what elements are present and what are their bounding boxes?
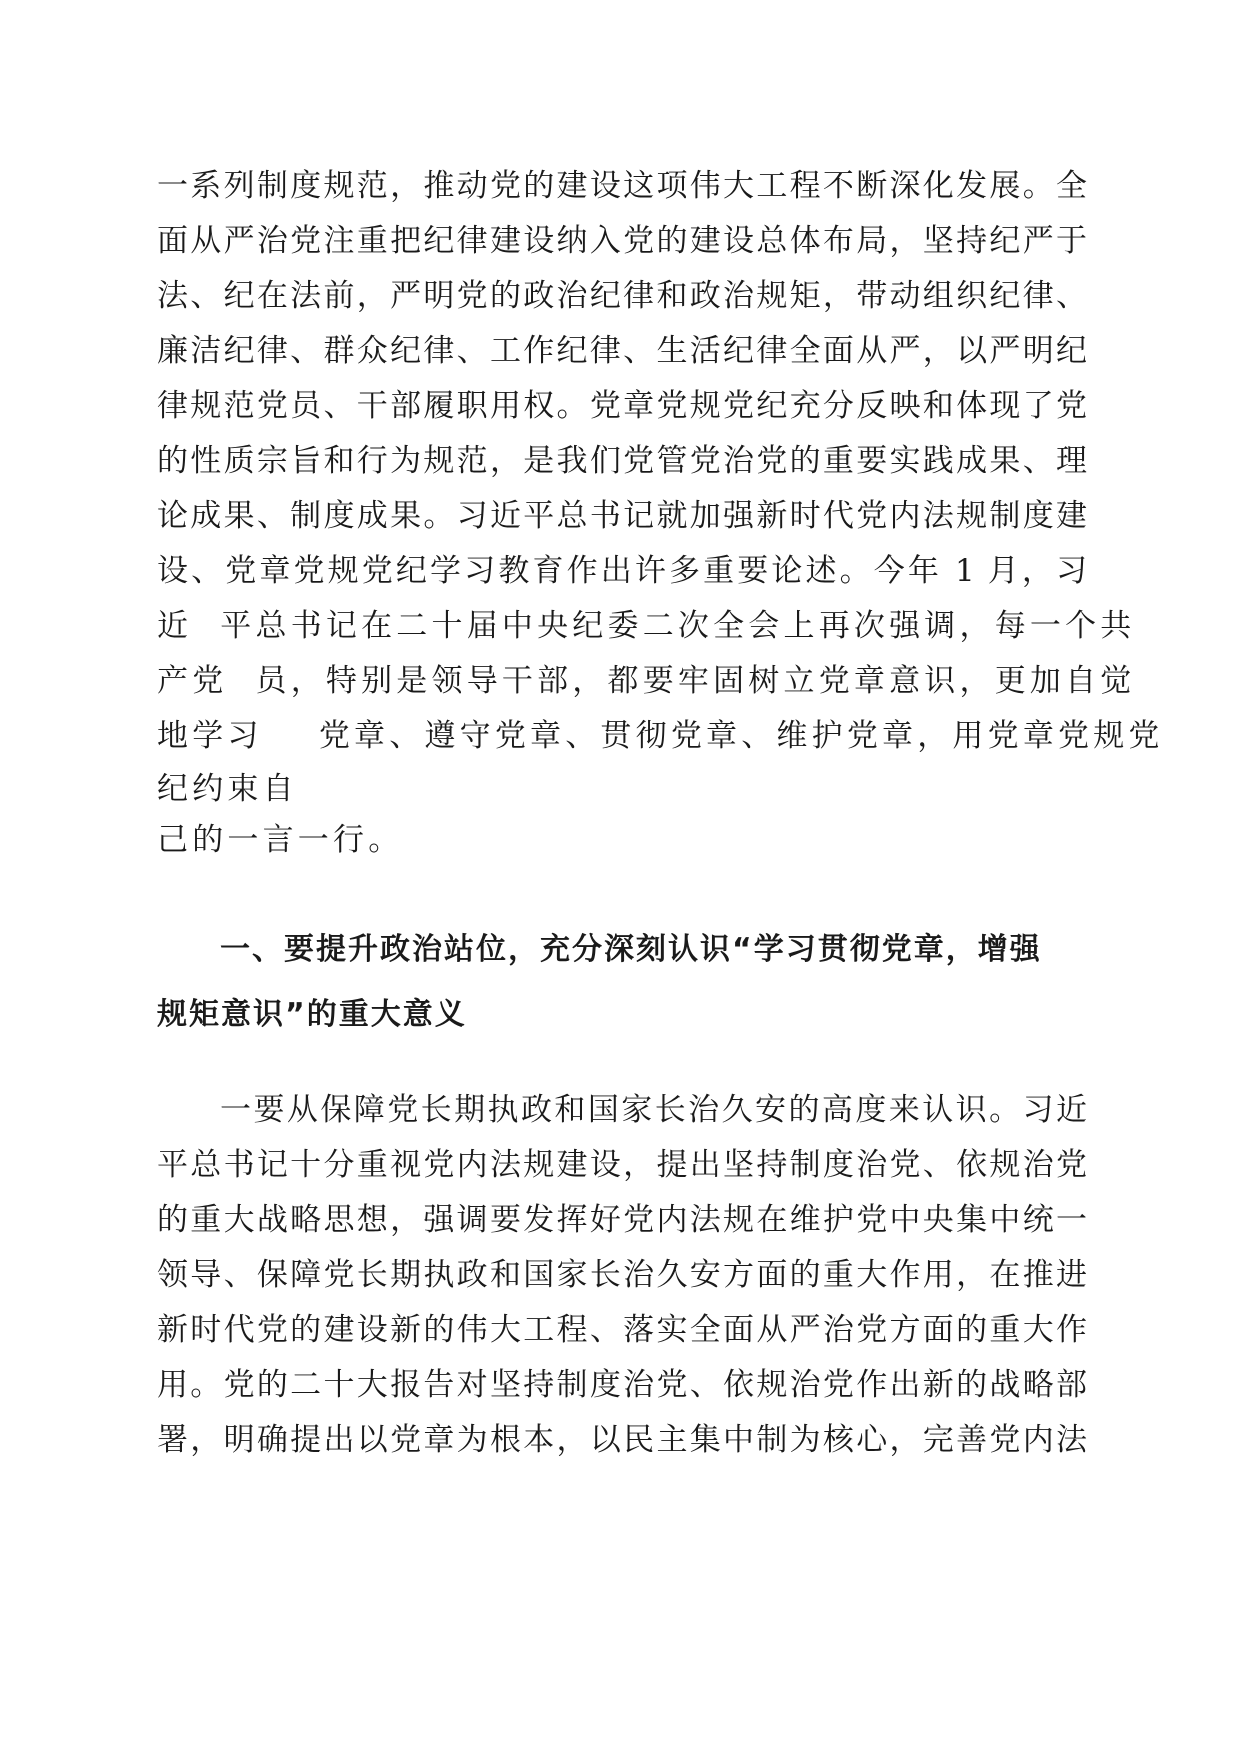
paragraph-line: 己的一言一行。	[157, 822, 404, 858]
paragraph-line: 的性质宗旨和行为规范，是我们党管党治党的重要实践成果、理	[157, 443, 1087, 479]
paragraph-line: 近 平总书记在二十届中央纪委二次全会上再次强调，每一个共	[157, 608, 1136, 644]
paragraph-line: 地学习 党章、遵守党章、贯彻党章、维护党章，用党章党规党	[157, 718, 1164, 754]
paragraph-line: 纪约束自	[157, 771, 298, 807]
paragraph-line: 的重大战略思想，强调要发挥好党内法规在维护党中央集中统一	[157, 1202, 1087, 1238]
paragraph-line: 律规范党员、干部履职用权。党章党规党纪充分反映和体现了党	[157, 388, 1087, 424]
paragraph-line: 新时代党的建设新的伟大工程、落实全面从严治党方面的重大作	[157, 1312, 1087, 1348]
paragraph-line: 面从严治党注重把纪律建设纳入党的建设总体布局，坚持纪严于	[157, 223, 1087, 259]
section-heading-line: 规矩意识”的重大意义	[157, 997, 467, 1032]
section-heading-line: 一、要提升政治站位，充分深刻认识“学习贯彻党章，增强	[220, 932, 1042, 967]
paragraph-line: 署，明确提出以党章为根本，以民主集中制为核心，完善党内法	[157, 1422, 1087, 1458]
paragraph-line: 用。党的二十大报告对坚持制度治党、依规治党作出新的战略部	[157, 1367, 1087, 1403]
paragraph-line: 论成果、制度成果。习近平总书记就加强新时代党内法规制度建	[157, 498, 1087, 534]
paragraph-line: 产党 员，特别是领导干部，都要牢固树立党章意识，更加自觉	[157, 663, 1136, 699]
paragraph-line: 领导、保障党长期执政和国家长治久安方面的重大作用，在推进	[157, 1257, 1087, 1293]
paragraph-line: 一要从保障党长期执政和国家长治久安的高度来认识。习近	[220, 1092, 1087, 1128]
paragraph-line: 法、纪在法前，严明党的政治纪律和政治规矩，带动组织纪律、	[157, 278, 1087, 314]
paragraph-line: 一系列制度规范，推动党的建设这项伟大工程不断深化发展。全	[157, 168, 1087, 204]
paragraph-line: 设、党章党规党纪学习教育作出许多重要论述。今年 1 月，习	[157, 553, 1087, 589]
paragraph-line: 廉洁纪律、群众纪律、工作纪律、生活纪律全面从严，以严明纪	[157, 333, 1087, 369]
paragraph-line: 平总书记十分重视党内法规建设，提出坚持制度治党、依规治党	[157, 1147, 1087, 1183]
